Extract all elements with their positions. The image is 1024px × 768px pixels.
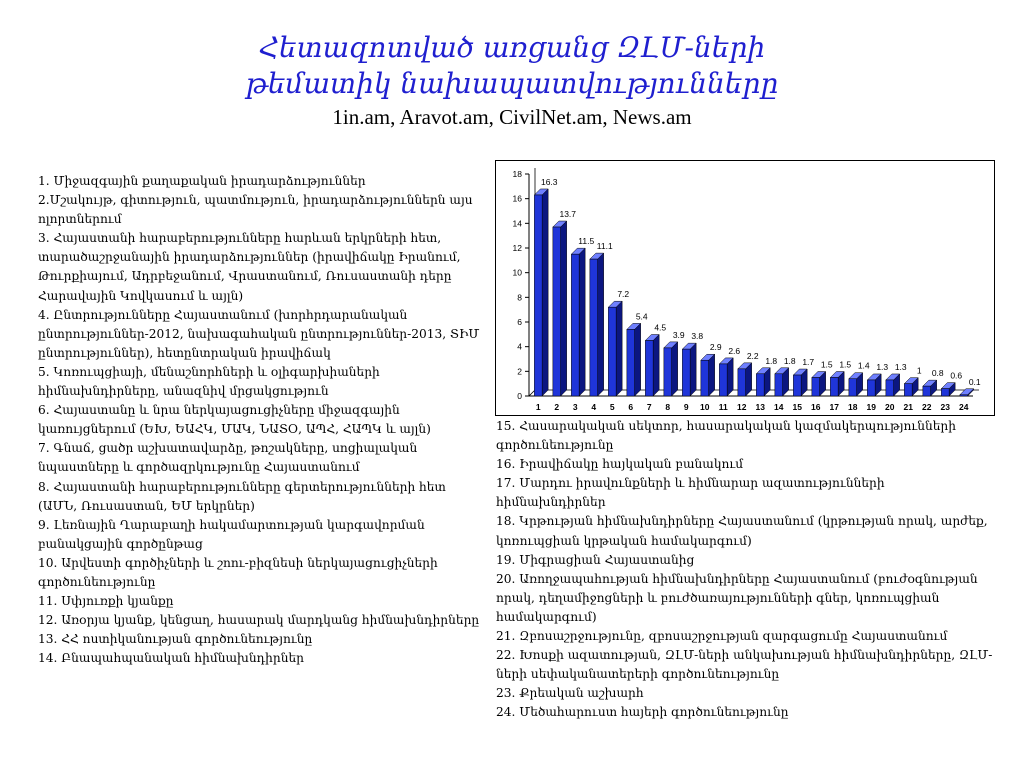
bar-value-label: 1.5 — [839, 359, 852, 370]
title-sources: 1in.am, Aravot.am, CivilNet.am, News.am — [332, 105, 692, 129]
bar — [886, 380, 894, 396]
topic-item: 22. Խոսքի ազատության, ԶԼՄ-ների անկախության հիմնախնդիրները, ԶԼՄ-ների սեփականատերերի գործունեությունը — [496, 648, 993, 682]
bar-value-label: 1.8 — [783, 355, 796, 366]
bar-value-label: 2.2 — [746, 350, 759, 361]
bar-side — [561, 221, 567, 396]
bar — [941, 389, 949, 396]
bar-value-label: 16.3 — [540, 176, 558, 187]
bar-value-label: 11.5 — [578, 236, 595, 247]
bar-value-label: 11.1 — [596, 241, 613, 252]
topic-item: 3. Հայաստանի հարաբերությունները հարևան երկրների հետ, տարածաշրջանային իրադարձություններ (իրավիճակը Իրանում, Թուրքիայում, Ադրբեջանում, Վրաստանում, Ռուսաստանի դերը Հարավային Կովկասում և այլն) — [38, 231, 461, 303]
bar-side — [690, 343, 696, 396]
bar-side — [598, 253, 604, 396]
topic-item: 18. Կրթության հիմնախնդիրները Հայաստանում (կրթության որակ, արժեք, կոռուպցիան կրթական համակարգում) — [496, 514, 988, 548]
bar — [812, 378, 820, 397]
topic-item: 24. Մեծահարուստ հայերի գործունեությունը — [496, 705, 789, 720]
bar-value-label: 7.2 — [617, 289, 630, 300]
bar-value-label: 0.1 — [968, 376, 981, 387]
x-tick-label: 15 — [792, 402, 802, 412]
topic-item: 20. Առողջապահության հիմնախնդիրները Հայաստանում (բուժօգնության որակ, դեղամիջոցների և բուժծառայությունների գներ, կոռուպցիան համակարգում) — [496, 571, 978, 624]
bar — [682, 349, 690, 396]
bar — [534, 195, 542, 396]
bar-value-label: 2.9 — [709, 342, 722, 353]
topic-item: 11. Սփյուռքի կյանքը — [38, 594, 174, 609]
topic-item: 21. Զբոսաշրջությունը, զբոսաշրջության զարգացումը Հայաստանում — [496, 629, 948, 644]
x-tick-label: 9 — [683, 402, 689, 412]
bar — [793, 375, 801, 396]
topic-item: 13. ՀՀ ոստիկանության գործունեությունը — [38, 632, 313, 647]
bar — [923, 386, 931, 396]
topic-item: 19. Միգրացիան Հայաստանից — [496, 552, 695, 567]
y-tick-label: 14 — [512, 218, 522, 229]
y-tick-label: 2 — [517, 366, 522, 377]
bar-side — [579, 248, 585, 396]
bar — [664, 348, 672, 396]
bar-value-label: 3.9 — [672, 329, 685, 340]
bar-value-label: 1.3 — [894, 361, 907, 372]
bar — [849, 379, 857, 396]
x-tick-label: 16 — [811, 402, 821, 412]
topic-list-left — [38, 172, 486, 668]
x-tick-label: 24 — [959, 402, 969, 412]
bar — [553, 227, 561, 396]
topic-item: 12. Առօրյա կյանք, կենցաղ, հասարակ մարդկանց հիմնախնդիրները — [38, 613, 480, 628]
topic-item: 14. Բնապահպանական հիմնախնդիրներ — [38, 651, 304, 666]
topic-item: 15. Հասարակական սեկտոր, հասարակական կազմակերպությունների գործունեությունը — [496, 419, 957, 453]
bar — [627, 329, 635, 396]
bar-value-label: 1.8 — [765, 355, 778, 366]
bar-value-label: 1.4 — [857, 360, 870, 371]
bar-side — [672, 342, 678, 396]
x-tick-label: 13 — [755, 402, 765, 412]
x-tick-label: 4 — [591, 402, 597, 412]
y-tick-label: 4 — [517, 341, 522, 352]
y-tick-label: 10 — [512, 267, 522, 278]
topic-item: 2.Մշակույթ, գիտություն, պատմություն, իրադարձություններն այս ոլորտներում — [38, 193, 473, 227]
bar-side — [635, 323, 641, 396]
y-tick-label: 18 — [512, 169, 522, 179]
bar-side — [727, 358, 733, 396]
bar-value-label: 0.6 — [950, 370, 963, 381]
bar — [590, 259, 598, 396]
x-tick-label: 1 — [535, 402, 541, 412]
x-tick-label: 23 — [940, 402, 950, 412]
x-tick-label: 2 — [554, 402, 560, 412]
bar-side — [653, 335, 659, 397]
x-tick-label: 19 — [866, 402, 876, 412]
x-tick-label: 3 — [572, 402, 578, 412]
topic-item: 1. Միջազգային քաղաքական իրադարձություններ — [38, 174, 366, 188]
bar-side — [542, 189, 548, 396]
x-tick-label: 10 — [700, 402, 710, 412]
topic-item: 9. Լեռնային Ղարաբաղի հակամարտության կարգավորման բանակցային գործընթաց — [38, 517, 425, 551]
bar-value-label: 1 — [916, 365, 922, 376]
bar-value-label: 4.5 — [654, 322, 667, 333]
bar — [960, 395, 968, 396]
bar — [738, 369, 746, 396]
bar-value-label: 0.8 — [931, 368, 944, 379]
bar-value-label: 1.3 — [876, 361, 889, 372]
x-tick-label: 17 — [829, 402, 839, 412]
topic-item: 10. Արվեստի գործիչների և շոու-բիզնեսի ներկայացուցիչների գործունեությունը — [38, 555, 438, 589]
bar — [571, 254, 579, 396]
bar — [904, 384, 912, 396]
bar-side — [616, 301, 622, 396]
x-tick-label: 7 — [646, 402, 652, 412]
bar — [719, 364, 727, 396]
bar-value-label: 5.4 — [635, 311, 648, 322]
bar — [867, 380, 875, 396]
topic-item: 5. Կոռուպցիայի, մենաշնորհների և օլիգարխիաների հիմնախնդիրները, անազնիվ մրցակցություն — [38, 364, 380, 399]
bar — [775, 374, 783, 396]
y-tick-label: 6 — [517, 317, 522, 327]
y-tick-label: 0 — [517, 391, 522, 401]
x-tick-label: 20 — [885, 402, 895, 412]
bar — [608, 307, 616, 396]
bar-chart — [495, 160, 995, 416]
x-tick-label: 11 — [718, 402, 728, 412]
bar-value-label: 13.7 — [559, 209, 577, 220]
title-line-1: Հետազոտված առցանց ԶԼՄ-ների — [258, 31, 766, 64]
x-tick-label: 6 — [628, 402, 634, 412]
topic-item: 7. Գնաճ, ցածր աշխատավարձը, թոշակները, սոցիալական նպաստները և գործազրկությունը Հայաստանում — [38, 441, 418, 475]
slide-title — [0, 30, 1024, 130]
x-tick-label: 12 — [737, 402, 747, 412]
topic-item: 17. Մարդու իրավունքների և հիմնարար ազատությունների հիմնախնդիրներ — [496, 476, 885, 510]
x-tick-label: 18 — [848, 402, 858, 412]
title-line-2: թեմատիկ նախապատվությունները — [245, 67, 779, 100]
bar-side — [709, 354, 715, 396]
bar-chart-svg — [495, 160, 995, 416]
topic-item: 4. Ընտրությունները Հայաստանում (խորհրդարանական ընտրություններ-2012, նախագահական ընտրություններ-2013, ՏԻՄ ընտրություններ), հետընտրական իրավիճակ — [38, 307, 480, 360]
y-tick-label: 16 — [512, 193, 522, 204]
bar — [830, 378, 838, 397]
bar-value-label: 3.8 — [691, 331, 704, 342]
bar-value-label: 1.5 — [820, 359, 833, 370]
x-tick-label: 22 — [922, 402, 932, 412]
x-tick-label: 21 — [903, 402, 913, 412]
x-tick-label: 14 — [774, 402, 784, 412]
y-tick-label: 12 — [512, 243, 522, 253]
topic-item: 23. Քրեական աշխարհ — [496, 686, 644, 701]
topic-item: 6. Հայաստանը և նրա ներկայացուցիչները միջազգային կառույցներում (ԵԽ, ԵԱՀԿ, ՄԱԿ, ՆԱՏՕ, ԱՊՀ, ՀԱՊԿ և այլն) — [38, 403, 431, 437]
topic-list-right — [496, 417, 996, 723]
y-tick-label: 8 — [517, 292, 522, 303]
bar-value-label: 2.6 — [728, 345, 741, 356]
bar — [645, 341, 653, 397]
x-tick-label: 8 — [665, 402, 671, 412]
topic-item: 8. Հայաստանի հարաբերությունները գերտերությունների հետ (ԱՄՆ, Ռուսաստան, ԵՄ երկրներ) — [38, 479, 446, 513]
bar — [756, 374, 764, 396]
x-tick-label: 5 — [609, 402, 615, 412]
topic-item: 16. Իրավիճակը հայկական բանակում — [496, 457, 744, 472]
bar — [701, 360, 709, 396]
bar-value-label: 1.7 — [802, 357, 815, 368]
